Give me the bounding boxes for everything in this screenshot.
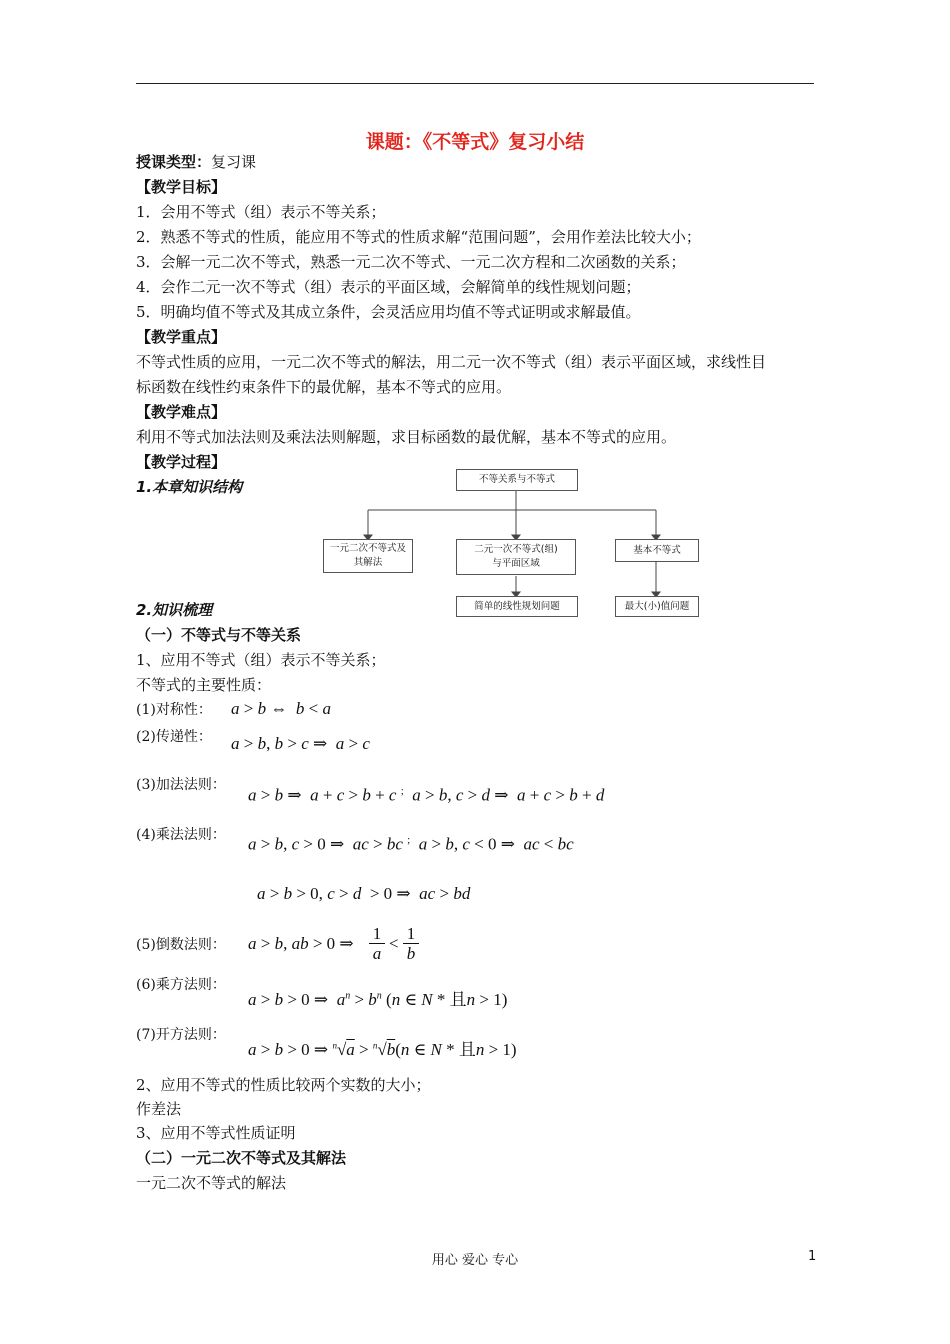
section-knowledge-structure: 1.本章知识结构	[136, 478, 243, 496]
property-power-label: (6)乘方法则：	[136, 977, 226, 993]
difficult-text: 利用不等式加法法则及乘法法则解题，求目标函数的最优解，基本不等式的应用。	[136, 428, 677, 446]
objective-item: 4．会作二元一次不等式（组）表示的平面区域，会解简单的线性规划问题；	[136, 278, 641, 296]
diagram-root-node: 不等关系与不等式	[456, 469, 578, 491]
property-addition-label: (3)加法法则：	[136, 777, 226, 793]
formula-transitivity: a > b, b > c ⇒ a > c	[231, 734, 370, 753]
objectives-heading: 【教学目标】	[136, 178, 227, 196]
fraction-one-over-b: $\frac{1}{b}$	[403, 924, 419, 964]
fraction-one-over-a: $\frac{1}{a}$	[369, 924, 385, 964]
property-reciprocal-label: (5)倒数法则：	[136, 937, 226, 953]
difficult-heading: 【教学难点】	[136, 403, 227, 421]
knowledge-structure-diagram	[318, 465, 718, 615]
subsection-quadratic-inequality: （二）一元二次不等式及其解法	[136, 1149, 347, 1167]
formula-multiplication-1: a > b, c > 0 ⇒ ac > bc ; a > b, c < 0 ⇒ ac < bc	[248, 834, 574, 854]
property-root-label: (7)开方法则：	[136, 1027, 226, 1043]
diagram-node-basic-inequality: 基本不等式	[615, 539, 699, 562]
objective-item: 1．会用不等式（组）表示不等关系；	[136, 203, 386, 221]
formula-addition: a > b ⇒ a + c > b + c ; a > b, c > d ⇒ a + c > b + d	[248, 785, 605, 805]
key-points-text: 不等式性质的应用，一元二次不等式的解法，用二元一次不等式（组）表示平面区域，求线性目	[136, 353, 767, 371]
formula-symmetry: a > b ⇔ b < a	[231, 699, 331, 718]
formula-power: a > b > 0 ⇒ $a^n > b^n$ (n ∈ N * 且n > 1)	[248, 990, 508, 1009]
course-type-label: 授课类型：	[136, 153, 212, 171]
section-knowledge-review: 2.知识梳理	[136, 601, 213, 619]
diagram-node-quadratic: 一元二次不等式及其解法	[323, 539, 413, 573]
page-footer: 用心 爱心 专心	[431, 1253, 519, 1268]
difference-method: 作差法	[136, 1100, 182, 1118]
key-points-text: 标函数在线性约束条件下的最优解，基本不等式的应用。	[136, 378, 512, 396]
header-rule	[136, 83, 814, 84]
formula-root: a > b > 0 ⇒ $^n$√a > $^n$√b(n ∈ N * 且n > 1)	[248, 1040, 517, 1059]
subsection-inequality-relation: （一）不等式与不等关系	[136, 626, 302, 644]
item-prove-properties: 3、应用不等式性质证明	[136, 1124, 296, 1142]
objective-item: 2．熟悉不等式的性质，能应用不等式的性质求解“范围问题”，会用作差法比较大小；	[136, 228, 701, 246]
quadratic-solution-text: 一元二次不等式的解法	[136, 1174, 287, 1192]
course-type-line	[136, 152, 256, 172]
course-type-value: 复习课	[211, 153, 257, 171]
page-title: 课题：《不等式》复习小结	[365, 131, 585, 153]
property-symmetry-label: (1)对称性：	[136, 702, 212, 718]
main-properties-label: 不等式的主要性质：	[136, 676, 272, 694]
diagram-node-linear-programming: 简单的线性规划问题	[456, 596, 578, 617]
property-transitivity-label: (2)传递性：	[136, 729, 212, 745]
process-heading: 【教学过程】	[136, 453, 227, 471]
property-multiplication-label: (4)乘法法则：	[136, 827, 226, 843]
objective-item: 5．明确均值不等式及其成立条件，会灵活应用均值不等式证明或求解最值。	[136, 303, 641, 321]
less-than-sign: <	[389, 934, 399, 953]
diagram-node-max-min: 最大(小)值问题	[615, 596, 699, 617]
key-points-heading: 【教学重点】	[136, 328, 227, 346]
item-compare-reals: 2、应用不等式的性质比较两个实数的大小；	[136, 1076, 431, 1094]
item-represent-relation: 1、应用不等式（组）表示不等关系；	[136, 651, 386, 669]
page-number: 1	[808, 1249, 817, 1264]
objective-item: 3．会解一元二次不等式，熟悉一元二次不等式、一元二次方程和二次函数的关系；	[136, 253, 686, 271]
diagram-node-linear-region: 二元一次不等式(组)与平面区域	[456, 539, 576, 575]
formula-multiplication-2: a > b > 0, c > d > 0 ⇒ ac > bd	[257, 884, 471, 903]
formula-reciprocal: a > b, ab > 0 ⇒	[248, 934, 354, 953]
